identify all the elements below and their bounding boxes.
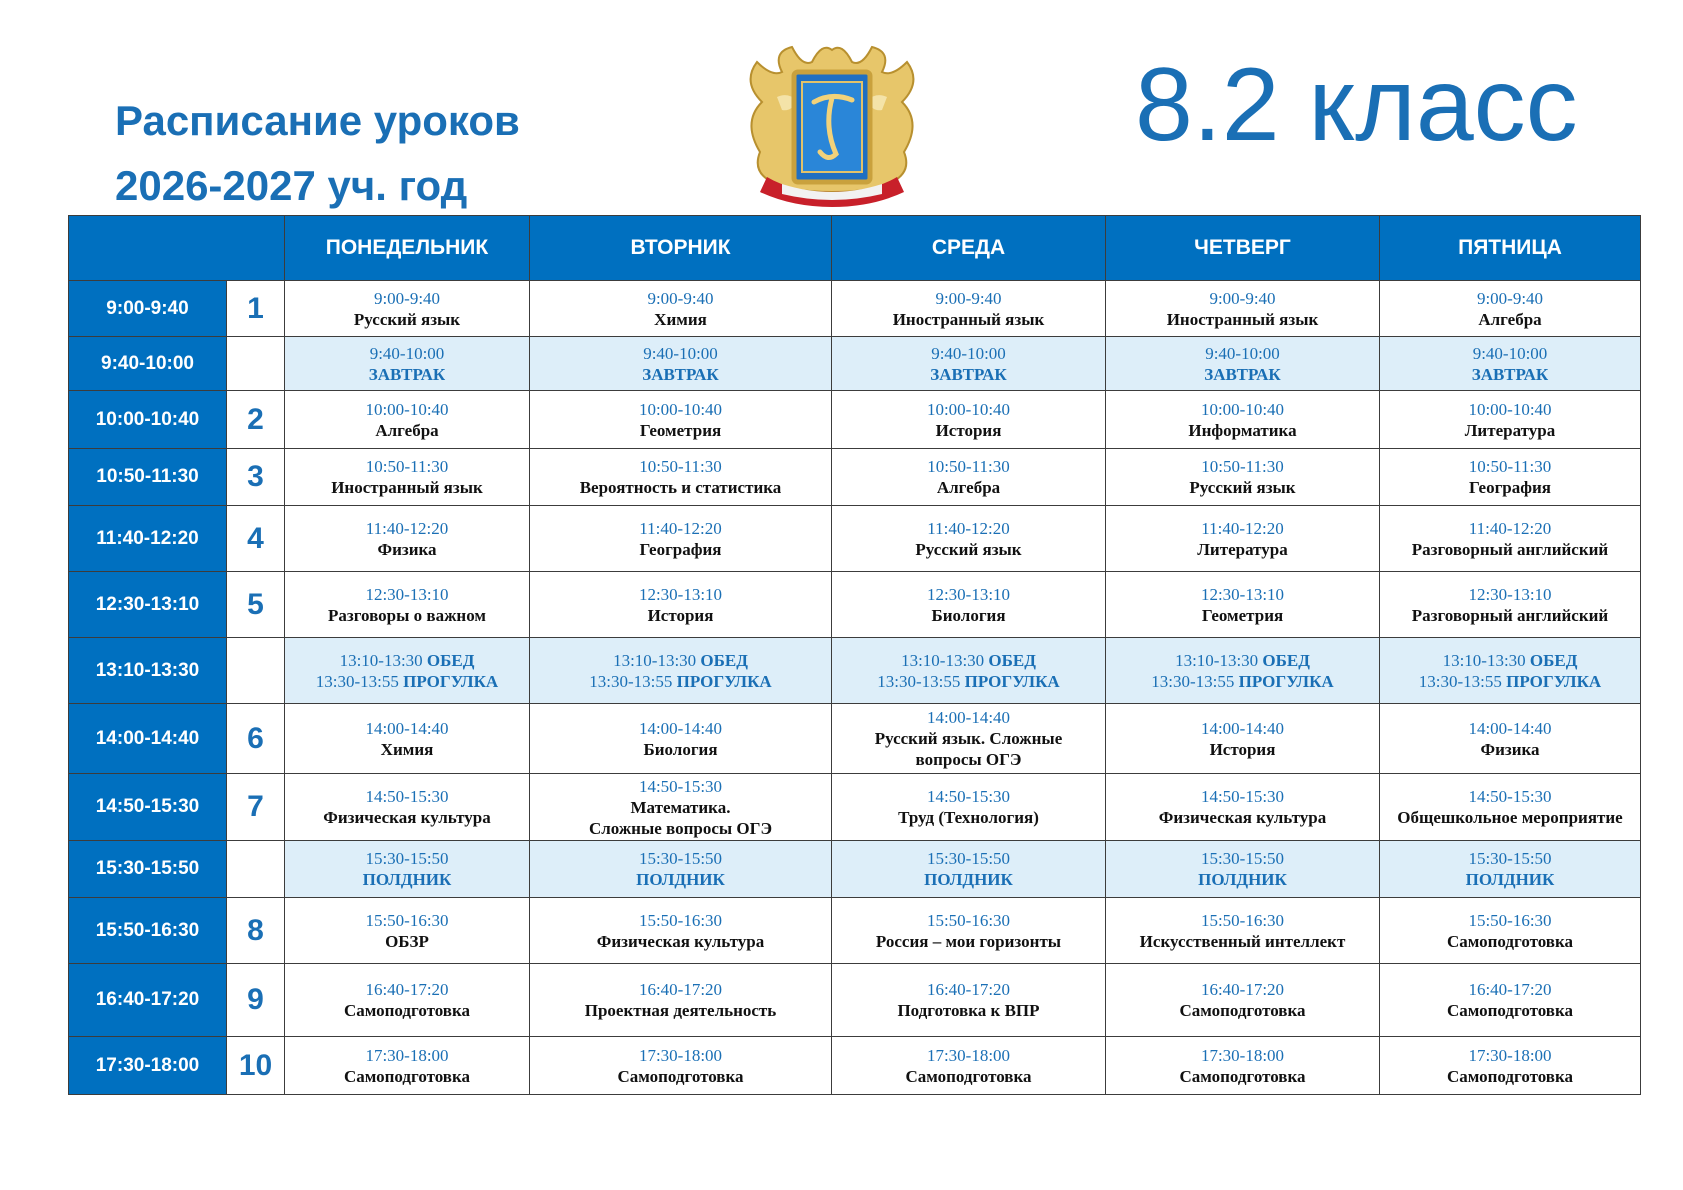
- cell-subject: Физическая культура: [1158, 808, 1327, 827]
- cell-subject: Вероятность и статистика: [579, 478, 782, 497]
- cell-subject: ОБЕД: [988, 650, 1036, 670]
- cell-subject: Физическая культура: [323, 808, 491, 827]
- schedule-row: [69, 281, 1641, 337]
- day-header: ВТОРНИК: [530, 216, 832, 281]
- cell-subject: Физика: [1480, 739, 1540, 759]
- schedule-cell: [285, 774, 530, 841]
- lesson-number: 6: [227, 704, 285, 774]
- schedule-row: [69, 391, 1641, 449]
- cell-time: 12:30-13:10: [638, 584, 723, 604]
- row-time: 13:10-13:30: [69, 638, 227, 704]
- row-time: 10:50-11:30: [69, 449, 227, 506]
- schedule-cell: [1106, 638, 1380, 704]
- school-crest-logo: [732, 42, 932, 207]
- cell-time: 14:50-15:30: [638, 776, 723, 796]
- cell-time: 14:00-14:40: [1468, 718, 1552, 738]
- cell-subject: История: [935, 420, 1002, 440]
- cell-subject: ОБЕД: [426, 650, 475, 670]
- cell-time: 14:50-15:30: [365, 787, 449, 806]
- cell-subject: Химия: [380, 739, 434, 759]
- cell-time: 12:30-13:10: [1468, 584, 1552, 604]
- day-header: СРЕДА: [832, 216, 1106, 281]
- lesson-number: 4: [227, 506, 285, 572]
- schedule-cell: [1106, 898, 1380, 964]
- cell-subject: Литература: [1197, 539, 1288, 559]
- cell-subject: Самоподготовка: [1179, 1066, 1306, 1086]
- cell-subject: вопросы ОГЭ: [915, 750, 1022, 769]
- cell-subject: Алгебра: [375, 420, 439, 440]
- schedule-cell: [530, 1037, 832, 1095]
- schedule-cell: [832, 638, 1106, 704]
- row-time: 9:40-10:00: [69, 337, 227, 391]
- schedule-row: [69, 1037, 1641, 1095]
- cell-subject: ПОЛДНИК: [1198, 870, 1287, 889]
- cell-time: 9:40-10:00: [369, 343, 445, 363]
- cell-time: 17:30-18:00: [638, 1045, 723, 1065]
- cell-time: 12:30-13:10: [926, 584, 1011, 604]
- schedule-cell: [530, 774, 832, 841]
- schedule-cell: [1380, 449, 1641, 506]
- schedule-cell: [1106, 704, 1380, 774]
- cell-time: 15:30-15:50: [1200, 849, 1285, 868]
- schedule-cell: [530, 506, 832, 572]
- cell-time: 12:30-13:10: [365, 584, 449, 604]
- cell-time: 13:30-13:55: [315, 671, 399, 691]
- cell-time: 15:50-16:30: [638, 910, 723, 930]
- cell-time: 15:30-15:50: [1468, 849, 1552, 868]
- cell-subject: Иностранный язык: [331, 478, 483, 497]
- cell-subject: ПОЛДНИК: [362, 870, 452, 889]
- class-name: 8.2 класс: [1135, 47, 1578, 163]
- schedule-table: [68, 215, 1641, 1095]
- schedule-cell: [832, 964, 1106, 1037]
- schedule-cell: [285, 449, 530, 506]
- cell-subject: Самоподготовка: [617, 1066, 744, 1086]
- cell-time: 15:50-16:30: [1200, 910, 1285, 930]
- schedule-cell: [832, 898, 1106, 964]
- schedule-cell: [285, 898, 530, 964]
- cell-time: 14:50-15:30: [1468, 787, 1552, 806]
- schedule-cell: [832, 774, 1106, 841]
- cell-subject: Биология: [643, 739, 718, 759]
- walk-line: [1380, 671, 1640, 692]
- schedule-cell: [832, 506, 1106, 572]
- cell-subject: География: [1469, 478, 1551, 497]
- schedule-row: [69, 841, 1641, 898]
- cell-subject: Самоподготовка: [1446, 1001, 1574, 1020]
- row-time: 10:00-10:40: [69, 391, 227, 449]
- schedule-cell: [285, 964, 530, 1037]
- walk-line: [832, 671, 1105, 692]
- schedule-cell: [1106, 337, 1380, 391]
- cell-subject: ПРОГУЛКА: [1506, 671, 1602, 691]
- cell-subject: ЗАВТРАК: [930, 364, 1007, 384]
- schedule-cell: [530, 638, 832, 704]
- cell-time: 9:40-10:00: [1205, 343, 1280, 363]
- cell-time: 13:30-13:55: [589, 671, 673, 691]
- cell-time: 13:30-13:55: [1418, 671, 1502, 691]
- cell-time: 17:30-18:00: [365, 1045, 449, 1065]
- schedule-cell: [285, 638, 530, 704]
- cell-time: 10:50-11:30: [639, 457, 722, 476]
- cell-subject: ОБЗР: [385, 931, 429, 951]
- walk-line: [1106, 671, 1379, 692]
- schedule-cell: [832, 841, 1106, 898]
- cell-subject: Русский язык. Сложные: [874, 729, 1063, 748]
- cell-subject: Геометрия: [639, 420, 722, 440]
- row-time: 11:40-12:20: [69, 506, 227, 572]
- cell-subject: Иностранный язык: [1166, 309, 1319, 329]
- cell-time: 15:50-16:30: [365, 910, 449, 930]
- walk-line: [285, 671, 529, 692]
- schedule-cell: [832, 449, 1106, 506]
- schedule-cell: [1106, 391, 1380, 449]
- cell-subject: ПРОГУЛКА: [403, 671, 499, 691]
- schedule-cell: [1106, 841, 1380, 898]
- cell-subject: Русский язык: [353, 309, 461, 329]
- cell-time: 9:40-10:00: [1472, 343, 1548, 363]
- cell-time: 11:40-12:20: [927, 518, 1010, 538]
- schedule-cell: [1106, 1037, 1380, 1095]
- schedule-cell: [530, 898, 832, 964]
- lesson-number: 3: [227, 449, 285, 506]
- cell-subject: Проектная деятельность: [584, 1001, 777, 1020]
- schedule-row: [69, 704, 1641, 774]
- cell-time: 13:30-13:55: [1151, 671, 1235, 691]
- cell-subject: ЗАВТРАК: [642, 364, 719, 384]
- cell-subject: Искусственный интеллект: [1139, 931, 1346, 951]
- corner-header: [69, 216, 285, 281]
- row-time: 16:40-17:20: [69, 964, 227, 1037]
- day-header: ПОНЕДЕЛЬНИК: [285, 216, 530, 281]
- school-year: 2026-2027 уч. год: [115, 162, 468, 209]
- schedule-cell: [530, 337, 832, 391]
- schedule-cell: [1380, 704, 1641, 774]
- cell-time: 11:40-12:20: [1201, 518, 1284, 538]
- lunch-line: [285, 650, 529, 671]
- cell-subject: ПОЛДНИК: [636, 870, 725, 889]
- lunch-line: [530, 650, 831, 671]
- cell-subject: Разговоры о важном: [328, 605, 486, 625]
- schedule-cell: [1380, 506, 1641, 572]
- schedule-cell: [832, 1037, 1106, 1095]
- row-time: 12:30-13:10: [69, 572, 227, 638]
- cell-time: 16:40-17:20: [365, 980, 449, 999]
- schedule-cell: [1106, 449, 1380, 506]
- schedule-cell: [285, 506, 530, 572]
- lesson-number: 10: [227, 1037, 285, 1095]
- schedule-cell: [1106, 964, 1380, 1037]
- cell-subject: Химия: [654, 309, 707, 329]
- cell-subject: ПОЛДНИК: [1465, 870, 1555, 889]
- cell-time: 14:00-14:40: [1200, 718, 1285, 738]
- schedule-cell: [285, 281, 530, 337]
- schedule-cell: [1380, 774, 1641, 841]
- walk-line: [530, 671, 831, 692]
- cell-time: 11:40-12:20: [1468, 518, 1552, 538]
- cell-time: 10:00-10:40: [926, 399, 1011, 419]
- cell-time: 15:30-15:50: [365, 849, 449, 868]
- lesson-number: 9: [227, 964, 285, 1037]
- cell-subject: ОБЕД: [1529, 650, 1578, 670]
- cell-subject: Общешкольное мероприятие: [1397, 808, 1623, 827]
- cell-time: 9:00-9:40: [1476, 288, 1544, 308]
- schedule-row: [69, 898, 1641, 964]
- cell-subject: Геометрия: [1201, 605, 1284, 625]
- cell-subject: Информатика: [1188, 420, 1297, 440]
- cell-time: 14:50-15:30: [1200, 787, 1285, 806]
- schedule-cell: [285, 841, 530, 898]
- schedule-cell: [1106, 572, 1380, 638]
- row-time: 15:30-15:50: [69, 841, 227, 898]
- schedule-body: [69, 281, 1641, 1095]
- cell-subject: Биология: [931, 605, 1006, 625]
- cell-time: 10:50-11:30: [1468, 457, 1552, 476]
- schedule-row: [69, 964, 1641, 1037]
- cell-subject: Математика.: [630, 797, 731, 817]
- lesson-number: [227, 841, 285, 898]
- schedule-cell: [285, 337, 530, 391]
- cell-subject: Физика: [377, 539, 437, 559]
- schedule-cell: [1106, 774, 1380, 841]
- schedule-row: [69, 572, 1641, 638]
- schedule-cell: [1380, 841, 1641, 898]
- cell-subject: Подготовка к ВПР: [897, 1001, 1040, 1020]
- cell-subject: ЗАВТРАК: [1471, 364, 1549, 384]
- cell-time: 10:00-10:40: [365, 399, 449, 419]
- schedule-cell: [1380, 572, 1641, 638]
- cell-time: 14:00-14:40: [926, 708, 1011, 727]
- cell-time: 15:50-16:30: [926, 910, 1011, 930]
- cell-time: 17:30-18:00: [1200, 1045, 1285, 1065]
- cell-time: 10:50-11:30: [1201, 457, 1284, 476]
- cell-time: 11:40-12:20: [639, 518, 722, 538]
- cell-subject: Самоподготовка: [343, 1066, 471, 1086]
- cell-subject: Разговорный английский: [1411, 539, 1609, 559]
- schedule-cell: [530, 964, 832, 1037]
- cell-time: 14:00-14:40: [638, 718, 723, 738]
- schedule-cell: [1380, 638, 1641, 704]
- cell-time: 11:40-12:20: [365, 518, 449, 538]
- lunch-line: [832, 650, 1105, 671]
- schedule-cell: [530, 281, 832, 337]
- cell-subject: Самоподготовка: [1446, 931, 1574, 951]
- cell-subject: ОБЕД: [1262, 650, 1310, 670]
- schedule-row: [69, 337, 1641, 391]
- cell-subject: Самоподготовка: [1446, 1066, 1574, 1086]
- cell-time: 13:30-13:55: [877, 671, 961, 691]
- cell-subject: ЗАВТРАК: [1204, 364, 1281, 384]
- page-title: Расписание уроков: [115, 97, 520, 144]
- schedule-cell: [1380, 281, 1641, 337]
- cell-subject: ПРОГУЛКА: [676, 671, 772, 691]
- schedule-cell: [530, 841, 832, 898]
- cell-time: 10:00-10:40: [1468, 399, 1552, 419]
- cell-time: 15:30-15:50: [638, 849, 723, 868]
- cell-subject: Разговорный английский: [1411, 605, 1609, 625]
- cell-subject: Русский язык: [915, 539, 1022, 559]
- cell-time: 10:50-11:30: [365, 457, 449, 476]
- lesson-number: [227, 638, 285, 704]
- header-row: [69, 216, 1641, 281]
- schedule-cell: [1380, 337, 1641, 391]
- row-time: 14:50-15:30: [69, 774, 227, 841]
- cell-subject: ЗАВТРАК: [368, 364, 446, 384]
- cell-subject: История: [647, 605, 714, 625]
- cell-subject: История: [1209, 739, 1276, 759]
- row-time: 15:50-16:30: [69, 898, 227, 964]
- schedule-cell: [1380, 391, 1641, 449]
- row-time: 17:30-18:00: [69, 1037, 227, 1095]
- lesson-number: 5: [227, 572, 285, 638]
- row-time: 9:00-9:40: [69, 281, 227, 337]
- schedule-row: [69, 774, 1641, 841]
- cell-subject: ПОЛДНИК: [924, 870, 1013, 889]
- schedule-cell: [530, 704, 832, 774]
- cell-subject: ПРОГУЛКА: [1238, 671, 1334, 691]
- cell-time: 13:10-13:30: [901, 650, 985, 670]
- cell-time: 12:30-13:10: [1200, 584, 1285, 604]
- cell-time: 14:50-15:30: [926, 787, 1011, 806]
- cell-time: 13:10-13:30: [1175, 650, 1259, 670]
- schedule-cell: [1106, 506, 1380, 572]
- cell-time: 16:40-17:20: [926, 980, 1011, 999]
- row-time: 14:00-14:40: [69, 704, 227, 774]
- cell-time: 9:40-10:00: [643, 343, 718, 363]
- cell-subject: Самоподготовка: [343, 1001, 471, 1020]
- cell-subject: Сложные вопросы ОГЭ: [588, 818, 773, 838]
- cell-time: 13:10-13:30: [1442, 650, 1526, 670]
- cell-time: 16:40-17:20: [638, 980, 723, 999]
- cell-subject: Самоподготовка: [1179, 1001, 1306, 1020]
- cell-subject: Алгебра: [1478, 309, 1542, 329]
- schedule-cell: [285, 572, 530, 638]
- lesson-number: [227, 337, 285, 391]
- cell-time: 16:40-17:20: [1468, 980, 1552, 999]
- schedule-cell: [832, 391, 1106, 449]
- cell-time: 17:30-18:00: [1468, 1045, 1552, 1065]
- cell-time: 16:40-17:20: [1200, 980, 1285, 999]
- lesson-number: 8: [227, 898, 285, 964]
- day-header: ЧЕТВЕРГ: [1106, 216, 1380, 281]
- schedule-cell: [285, 704, 530, 774]
- lesson-number: 1: [227, 281, 285, 337]
- cell-time: 9:00-9:40: [647, 288, 714, 308]
- cell-time: 14:00-14:40: [365, 718, 449, 738]
- schedule-cell: [285, 391, 530, 449]
- schedule-cell: [530, 391, 832, 449]
- cell-time: 9:40-10:00: [931, 343, 1006, 363]
- day-header: ПЯТНИЦА: [1380, 216, 1641, 281]
- cell-time: 15:30-15:50: [926, 849, 1011, 868]
- cell-time: 9:00-9:40: [935, 288, 1002, 308]
- lunch-line: [1380, 650, 1640, 671]
- cell-subject: География: [639, 539, 722, 559]
- schedule-cell: [832, 704, 1106, 774]
- cell-subject: ОБЕД: [700, 650, 748, 670]
- lesson-number: 7: [227, 774, 285, 841]
- cell-time: 13:10-13:30: [613, 650, 697, 670]
- cell-time: 10:00-10:40: [638, 399, 723, 419]
- schedule-cell: [1380, 1037, 1641, 1095]
- cell-time: 9:00-9:40: [1209, 288, 1276, 308]
- cell-subject: Россия – мои горизонты: [875, 931, 1062, 951]
- cell-time: 15:50-16:30: [1468, 910, 1552, 930]
- schedule-row: [69, 506, 1641, 572]
- schedule-cell: [1106, 281, 1380, 337]
- lunch-line: [1106, 650, 1379, 671]
- cell-time: 13:10-13:30: [339, 650, 423, 670]
- schedule-cell: [530, 572, 832, 638]
- schedule-cell: [530, 449, 832, 506]
- cell-time: 10:50-11:30: [927, 457, 1010, 476]
- lesson-number: 2: [227, 391, 285, 449]
- schedule-row: [69, 449, 1641, 506]
- schedule-cell: [1380, 898, 1641, 964]
- cell-subject: Физическая культура: [596, 931, 765, 951]
- cell-subject: ПРОГУЛКА: [964, 671, 1060, 691]
- schedule-cell: [832, 572, 1106, 638]
- cell-subject: Труд (Технология): [898, 808, 1039, 827]
- schedule-cell: [832, 337, 1106, 391]
- cell-time: 17:30-18:00: [926, 1045, 1011, 1065]
- cell-time: 10:00-10:40: [1200, 399, 1285, 419]
- schedule-cell: [1380, 964, 1641, 1037]
- schedule-cell: [285, 1037, 530, 1095]
- cell-subject: Литература: [1464, 420, 1556, 440]
- cell-subject: Алгебра: [936, 478, 1001, 497]
- cell-subject: Иностранный язык: [892, 309, 1045, 329]
- cell-subject: Русский язык: [1189, 478, 1296, 497]
- cell-time: 9:00-9:40: [373, 288, 441, 308]
- cell-subject: Самоподготовка: [905, 1066, 1032, 1086]
- schedule-cell: [832, 281, 1106, 337]
- schedule-row: [69, 638, 1641, 704]
